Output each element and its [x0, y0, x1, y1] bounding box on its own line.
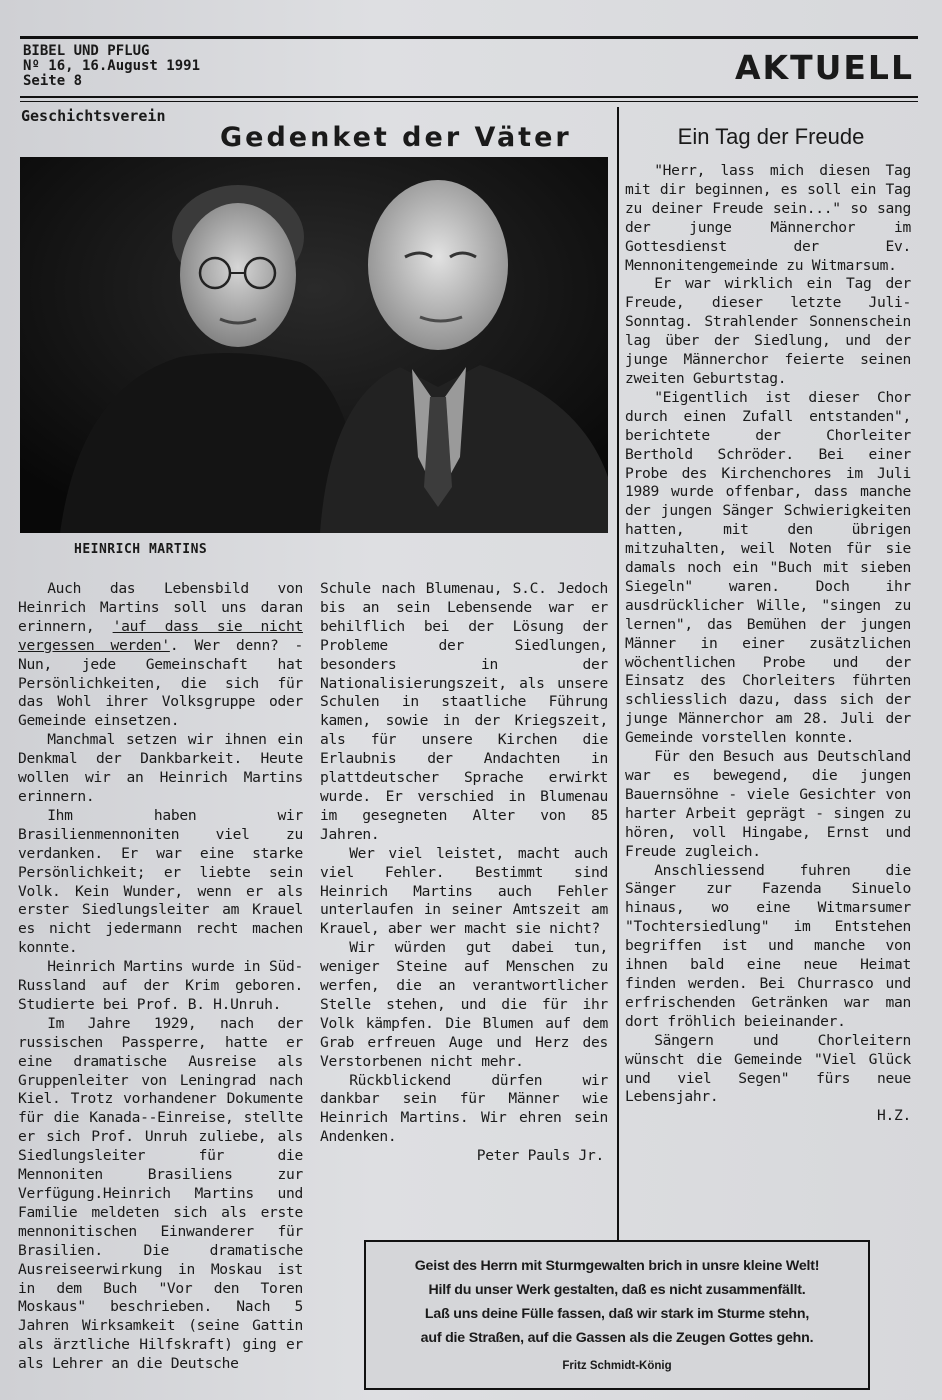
issue-date: Nº 16, 16.August 1991	[23, 58, 201, 74]
poem-line: Laß uns deine Fülle fassen, daß wir stark im Sturme stehn,	[424, 1306, 810, 1322]
paragraph: Ihm haben wir Brasilienmennoniten viel zu verdanken. Er war eine starke Persönlichkeit; er liebte sein Volk. Kein Wunder, wenn er als erster Siedlungsleiter am Krauel es nicht jedermann recht machen konnte.	[18, 806, 303, 957]
paragraph: "Eigentlich ist dieser Chor durch einen Zufall entstanden", berichtete der Chorleiter Berthold Schröder. Bei einer Probe des Kirchenchores im Juli 1989 wurde offenbar, dass manche der jungen Sänger Schwierigkeiten hatten, mit den übrigen mitzuhalten, weil Noten für sie damals noch ein "Buch mit sieben Siegeln" waren. Doch ihr ausdrücklicher Wille, "singen zu lernen", das Bemühen der jungen Männer in einer zusätzlichen wöchentlichen Probe und der Einsatz des Chorleiters führten schliesslich dazu, dass sich der junge Männerchor am 28. Juli der Gemeinde vorstellen konnte.	[625, 388, 911, 747]
paragraph: Wer viel leistet, macht auch viel Fehler. Bestimmt sind Heinrich Martins auch Fehler unterlaufen in seiner Amtszeit am Krauel, aber wer macht sie nicht?	[320, 844, 608, 938]
paragraph: Sängern und Chorleitern wünscht die Gemeinde "Viel Glück und viel Segen" fürs neue Lebensjahr.	[625, 1031, 911, 1106]
publication-name: BIBEL UND PFLUG	[23, 43, 150, 59]
header-rule-bottom	[20, 96, 918, 98]
masthead-info	[23, 44, 200, 89]
paragraph: Schule nach Blumenau, S.C. Jedoch bis an sein Lebensende war er behilflich bei der Lösung der Probleme der Siedlungen, besonders in der Nationalisierungszeit, als unsere Schulen in staatliche Führung kamen, sowie in der Kriegszeit, als für unsere Kirchen die Erlaubnis der Andachten in plattdeutscher Sprache erwirkt wurde. Er verschied in Blumenau im gesegneten Alter von 85 Jahren.	[320, 580, 608, 843]
paragraph: Er war wirklich ein Tag der Freude, dieser letzte Juli-Sonntag. Strahlender Sonnenschein lag über der Siedlung, und der junge Männerchor feierte seinen zweiten Geburtstag.	[625, 275, 911, 387]
portrait-photo	[20, 157, 608, 533]
paragraph: Für den Besuch aus Deutschland war es bewegend, die jungen Bauernsöhne - viele Gesichter von harter Arbeit geprägt - singen zu hören, voll Hingabe, Ernst und Freude zugleich.	[625, 748, 911, 860]
paragraph: Auch das Lebensbild von Heinrich Martins soll uns daran erinnern, 'auf dass sie nicht vergessen werden'. Wer denn? - Nun, jede Gemeinschaft hat Persönlichkeiten, die sich für das Wohl ihrer Volksgruppe oder Gemeinde einsetzen.	[18, 580, 304, 730]
left-article-column-1	[18, 580, 303, 1374]
poem-author: Fritz Schmidt-König	[562, 1360, 672, 1372]
author-signature: Peter Pauls Jr.	[476, 1147, 604, 1165]
right-article-headline: Ein Tag der Freude	[677, 124, 865, 149]
paragraph: Manchmal setzen wir ihnen ein Denkmal der Dankbarkeit. Heute wollen wir an Heinrich Martins erinnern.	[18, 731, 303, 805]
photo-caption: HEINRICH MARTINS	[74, 542, 208, 557]
poem-line: auf die Straßen, auf die Gassen als die Zeugen Gottes gehn.	[420, 1330, 814, 1346]
left-article-column-2	[320, 580, 608, 1166]
poem-box	[364, 1240, 870, 1390]
paragraph: Heinrich Martins wurde in Süd-Russland auf der Krim geboren. Studierte bei Prof. B. H.Unruh.	[18, 958, 303, 1013]
section-title: AKTUELL	[734, 48, 914, 87]
column-divider	[617, 107, 619, 1252]
author-signature: H.Z.	[877, 1107, 911, 1125]
paragraph: Wir würden gut dabei tun, weniger Steine auf Menschen zu werfen, die an verantwortlicher Stelle stehen, und die für ihr Volk kämpfen. Die Blumen auf dem Grab erfreuen Auge und Herz des Verstorbenen nicht mehr.	[320, 939, 608, 1070]
poem-line: Geist des Herrn mit Sturmgewalten brich in unsre kleine Welt!	[414, 1258, 820, 1274]
page-number: Seite 8	[23, 73, 83, 89]
paragraph: "Herr, lass mich diesen Tag mit dir beginnen, es soll ein Tag zu deiner Freude sein..." so sang der junge Männerchor im Gottesdienst der Ev. Mennonitengemeinde zu Witmarsum.	[625, 162, 911, 274]
article-headline: Gedenket der Väter	[220, 122, 572, 153]
header-rule-bottom-thin	[20, 101, 918, 102]
header-rule-top	[20, 36, 918, 39]
paragraph: Rückblickend dürfen wir dankbar sein für Männer wie Heinrich Martins. Wir ehren sein Andenken.	[320, 1071, 608, 1146]
right-article-column	[625, 162, 911, 1126]
paragraph: Im Jahre 1929, nach der russischen Passperre, hatte er eine dramatische Ausreise als Gruppenleiter von Leningrad nach Kiel. Trotz vorhandener Dokumente für die Kanada--Einreise, stellte er sich Prof. Unruh zuliebe, als Siedlungsleiter für die Mennoniten Brasiliens zur Verfügung.Heinrich Martins und Familie meldeten sich als erste mennonitischen Einwanderer für Brasilien. Die dramatische Ausreiseerwirkung in Moskau ist in dem Buch "Vor den Toren Moskaus" beschrieben. Nach 5 Jahren Wirksamkeit (seine Gattin als ärztliche Hilfskraft) ging er als Lehrer an die Deutsche	[18, 1014, 303, 1373]
article-kicker: Geschichtsverein	[21, 107, 166, 125]
paragraph: Anschliessend fuhren die Sänger zur Fazenda Sinuelo hinaus, wo eine Witmarsumer "Tochtersiedlung" im Entstehen begriffen ist und manche von ihnen bald eine neue Heimat finden werden. Bei Churrasco und erfrischenden Getränken war man dort fröhlich beieinander.	[625, 861, 911, 1030]
poem-line: Hilf du unser Werk gestalten, daß es nicht zusammenfällt.	[428, 1282, 806, 1298]
